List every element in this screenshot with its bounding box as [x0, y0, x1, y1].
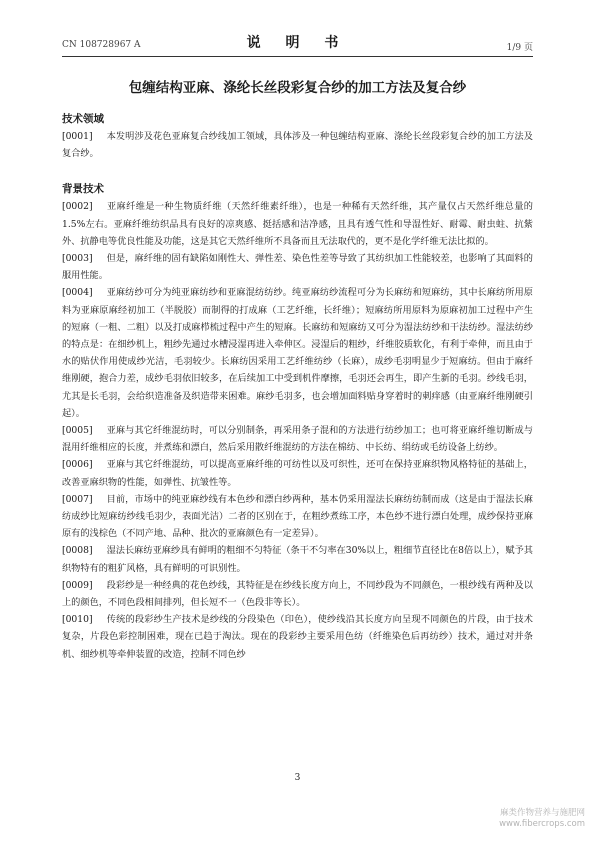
paragraph-text: 亚麻纤维是一种生物质纤维（天然纤维素纤维），也是一种稀有天然纤维，其产量仅占天然纤维总量的1.5%左右。亚麻纤维纺织品具有良好的凉爽感、挺括感和洁净感，且具有透气性和导湿性好、耐霉、耐虫蛀、抗紫外、抗静电等优良性能及功能，这是其它天然纤维所不具备而且无法取代的，更不是化学纤维无法比拟的。	[62, 201, 533, 247]
paragraph	[62, 422, 533, 456]
document-type: 说 明 书	[246, 35, 349, 51]
paragraph	[62, 128, 533, 162]
page-number: 3	[294, 773, 301, 783]
paragraph	[62, 456, 533, 490]
page-header	[62, 30, 533, 57]
page-indicator: 1/9 页	[506, 43, 533, 53]
paragraph-text: 段彩纱是一种经典的花色纱线，其特征是在纱线长度方向上，不同纱段为不同颜色，一根纱线有两种及以上的颜色，不同色段相间排列，但长短不一（色段非等长）。	[62, 579, 533, 609]
paragraph-number: [0007]	[62, 493, 93, 505]
paragraph	[62, 284, 533, 422]
section-heading-tech-field: 技术领域	[62, 113, 104, 125]
paragraph-text: 传统的段彩纱生产技术是纱线的分段染色（印色），使纱线沿其长度方向呈现不同颜色的片段，由于技术复杂，片段色彩控制困难，现在已趋于淘汰。现在的段彩纱主要采用色纺（纤维染色后再纺纱）技术，通过对并条机、细纱机等牵伸装置的改造，控制不同色纱	[62, 614, 533, 660]
watermark-url: www.fibercrops.com	[499, 819, 585, 829]
paragraph-number: [0003]	[62, 253, 93, 265]
watermark-site-name: 麻类作物营养与施肥网	[499, 808, 585, 818]
paragraph	[62, 198, 533, 250]
document-title: 包缠结构亚麻、涤纶长丝段彩复合纱的加工方法及复合纱	[128, 80, 467, 96]
paragraph-number: [0005]	[62, 425, 93, 437]
paragraph-text: 但是，麻纤维的固有缺陷如刚性大、弹性差、染色性差等导致了其纺织加工性能较差，也影响了其面料的服用性能。	[62, 253, 533, 282]
paragraph-text: 亚麻与其它纤维混纺时，可以分别制条，再采用条子混和的方法进行纺纱加工；也可将亚麻纤维切断成与混用纤维相应的长度，并煮练和漂白，然后采用散纤维混纺的方法在棉纺、中长纺、绢纺或毛纺设备上纺纱。	[62, 425, 533, 454]
paragraph-text: 湿法长麻纺亚麻纱具有鲜明的粗细不匀特征（条干不匀率在30%以上，粗细节直径比在8倍以上），赋予其织物特有的粗犷风格，具有鲜明的可识别性。	[62, 545, 533, 574]
paragraph	[62, 250, 533, 284]
section-heading-background: 背景技术	[62, 183, 104, 196]
paragraph-number: [0010]	[62, 614, 93, 626]
patent-number: CN 108728967 A	[62, 40, 141, 50]
paragraph-number: [0004]	[62, 287, 93, 299]
paragraph-number: [0001]	[62, 131, 93, 142]
paragraph-text: 目前，市场中的纯亚麻纱线有本色纱和漂白纱两种，基本仍采用湿法长麻纺纺制而成（这是由于湿法长麻纺成纱比短麻纺纱线毛羽少，表面光洁）二者的区别在于，在粗纱煮练工序，本色纱不进行漂白处理，成纱保持亚麻原有的浅棕色（不同产地、品种、批次的亚麻颜色有一定差异）。	[62, 493, 533, 540]
document-body	[62, 110, 533, 663]
paragraph-number: [0002]	[62, 201, 93, 213]
paragraph	[62, 542, 533, 576]
paragraph-number: [0009]	[62, 579, 93, 591]
paragraph	[62, 611, 533, 663]
watermark	[499, 808, 585, 830]
paragraph	[62, 577, 533, 611]
paragraph-text: 亚麻与其它纤维混纺，可以提高亚麻纤维的可纺性以及可织性，还可在保持亚麻织物风格特征的基础上，改善亚麻织物的性能，如弹性、抗皱性等。	[62, 459, 533, 488]
paragraph	[62, 491, 533, 543]
paragraph-number: [0006]	[62, 459, 93, 471]
paragraph-number: [0008]	[62, 545, 93, 557]
paragraph-text: 亚麻纺纱可分为纯亚麻纺纱和亚麻混纺纺纱。纯亚麻纺纱流程可分为长麻纺和短麻纺，其中长麻纺所用原料为亚麻原麻经初加工（半脱胶）而制得的打成麻（工艺纤维，长纤维）；短麻纺所用原料为原麻初加工过程中产生的短麻（一粗、二粗）以及打成麻栉梳过程中产生的短麻。长麻纺和短麻纺又可分为湿法纺纱和干法纺纱。湿法纺纱的特点是：在细纱机上，粗纱先通过水槽浸湿再进入牵伸区。浸湿后的粗纱，纤维胶质软化，有利于牵伸，而且由于水的贴伏作用使成纱光洁，毛羽较少。长麻纺因采用工艺纤维纺纱（长麻），成纱毛羽明显少于短麻纺。但由于麻纤维刚硬，抱合力差，成纱毛羽依旧较多，在后续加工中受到机件摩擦，毛羽还会再生，即产生新的毛羽。纱线毛羽，尤其是长毛羽，会给织造准备及织造带来困难。麻纱毛羽多，也会增加面料贴身穿着时的刺痒感（由亚麻纤维刚硬引起）。	[62, 287, 533, 419]
paragraph-text: 本发明涉及花色亚麻复合纱线加工领域，具体涉及一种包缠结构亚麻、涤纶长丝段彩复合纱的加工方法及复合纱。	[62, 131, 533, 160]
